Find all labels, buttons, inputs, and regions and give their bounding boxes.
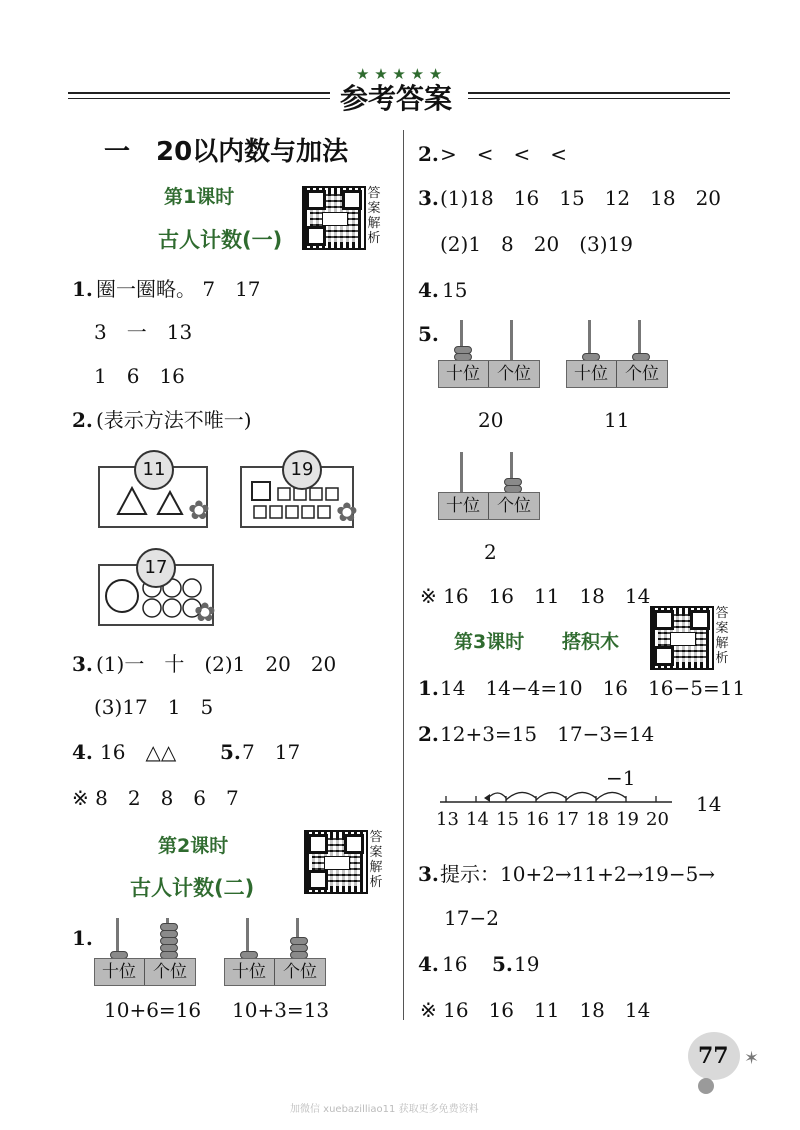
number-line-tick-label: 16 xyxy=(526,809,549,830)
answer-text: 19 xyxy=(514,952,540,976)
lesson3-label: 第3课时 xyxy=(454,631,525,653)
abacus: 十位 个位 xyxy=(94,918,196,986)
number-line-tick-label: 15 xyxy=(496,809,519,830)
answer-text: (表示方法不唯一) xyxy=(96,408,252,432)
question-number: 5. xyxy=(418,322,439,346)
page-number: 77 xyxy=(698,1043,729,1069)
answer-text: (1)一 十 (2)1 20 20 xyxy=(96,652,337,676)
answer-text: (1)18 16 15 12 18 20 xyxy=(440,186,722,210)
number-line-tick-label: 18 xyxy=(586,809,609,830)
answer-text: 1 6 16 xyxy=(94,364,185,388)
badge: 17 xyxy=(136,548,176,588)
column-divider xyxy=(403,130,404,1020)
question-number: 2. xyxy=(418,142,439,166)
question-number: 3. xyxy=(418,186,439,210)
answer-text: 16 △△ xyxy=(100,740,177,764)
number-line-tick-label: 20 xyxy=(646,809,669,830)
number-line-tick-label: 14 xyxy=(466,809,489,830)
abacus: 十位 个位 xyxy=(438,452,540,520)
abacus: 十位 个位 xyxy=(224,918,326,986)
abacus: 十位 个位 xyxy=(438,320,540,388)
abacus: 十位 个位 xyxy=(566,320,668,388)
header-rule-left-2 xyxy=(68,98,330,99)
jump-label: −1 xyxy=(606,766,636,790)
number-line-answer: 14 xyxy=(696,792,722,816)
lesson1-name: 古人计数(一) xyxy=(158,228,283,252)
lesson3-name: 搭积木 xyxy=(562,631,620,653)
number-line-tick-label: 13 xyxy=(436,809,459,830)
bonus-answers: ※ 8 2 8 6 7 xyxy=(72,786,239,810)
question-number: 3. xyxy=(72,652,93,676)
badge: 19 xyxy=(282,450,322,490)
header-stars: ★ ★ ★ ★ ★ xyxy=(356,65,443,83)
abacus-equation: 10+3=13 xyxy=(232,998,330,1022)
qr-code-icon[interactable] xyxy=(650,606,714,670)
header-rule-left xyxy=(68,92,330,94)
watermark: 加微信 xuebazilliao11 获取更多免费资料 xyxy=(290,1104,479,1115)
answer-text: 7 17 xyxy=(242,740,301,764)
qr-code-icon[interactable] xyxy=(304,830,368,894)
question-number: 4. xyxy=(418,952,439,976)
question-number: 1. xyxy=(418,676,439,700)
question-number: 1. xyxy=(72,926,93,950)
header-rule-right xyxy=(468,92,730,94)
header-rule-right-2 xyxy=(468,98,730,99)
answer-text: 12+3=15 17−3=14 xyxy=(440,722,655,746)
question-number: 1. xyxy=(72,277,93,301)
abacus-value: 20 xyxy=(478,408,504,432)
question-number: 5. xyxy=(492,952,513,976)
page-title: 参考答案 xyxy=(340,82,453,115)
lesson1-label: 第1课时 xyxy=(164,186,235,208)
chapter-title: 一 20以内数与加法 xyxy=(104,137,349,167)
qr-caption: 答 案 解 析 xyxy=(369,830,383,890)
bonus-answers: ※ 16 16 11 18 14 xyxy=(420,998,651,1022)
answer-text: 14 14−4=10 16 16−5=11 xyxy=(440,676,746,700)
answer-text: > < < < xyxy=(440,142,568,166)
dot-decoration xyxy=(698,1078,714,1094)
question-number: 2. xyxy=(72,408,93,432)
qr-code-icon[interactable] xyxy=(302,186,366,250)
abacus-equation: 10+6=16 xyxy=(104,998,202,1022)
answer-text: (3)17 1 5 xyxy=(94,695,214,719)
answer-text: 3 一 13 xyxy=(94,320,193,344)
flower-icon: ✿ xyxy=(194,598,216,628)
question-number: 4. xyxy=(72,740,93,764)
answer-text: 17−2 xyxy=(444,906,499,930)
flower-icon: ✿ xyxy=(336,498,358,528)
qr-caption: 答 案 解 析 xyxy=(715,606,729,666)
answer-text: 圈一圈略。 7 17 xyxy=(96,277,261,301)
number-line-tick-label: 19 xyxy=(616,809,639,830)
lesson2-label: 第2课时 xyxy=(158,835,229,857)
lesson2-name: 古人计数(二) xyxy=(130,876,255,900)
question-number: 4. xyxy=(418,278,439,302)
number-line-tick-label: 17 xyxy=(556,809,579,830)
question-number: 2. xyxy=(418,722,439,746)
answer-text: 提示：10+2→11+2→19−5→ xyxy=(440,862,716,886)
answer-text: 15 xyxy=(442,278,468,302)
question-number: 3. xyxy=(418,862,439,886)
bonus-answers: ※ 16 16 11 18 14 xyxy=(420,584,651,608)
star-decoration-icon: ✶ xyxy=(744,1048,760,1069)
flower-icon: ✿ xyxy=(188,496,210,526)
badge: 11 xyxy=(134,450,174,490)
abacus-value: 11 xyxy=(604,408,630,432)
answer-text: 16 xyxy=(442,952,468,976)
answer-text: (2)1 8 20 (3)19 xyxy=(440,232,634,256)
qr-caption: 答 案 解 析 xyxy=(367,186,381,246)
question-number: 5. xyxy=(220,740,241,764)
abacus-value: 2 xyxy=(484,540,497,564)
